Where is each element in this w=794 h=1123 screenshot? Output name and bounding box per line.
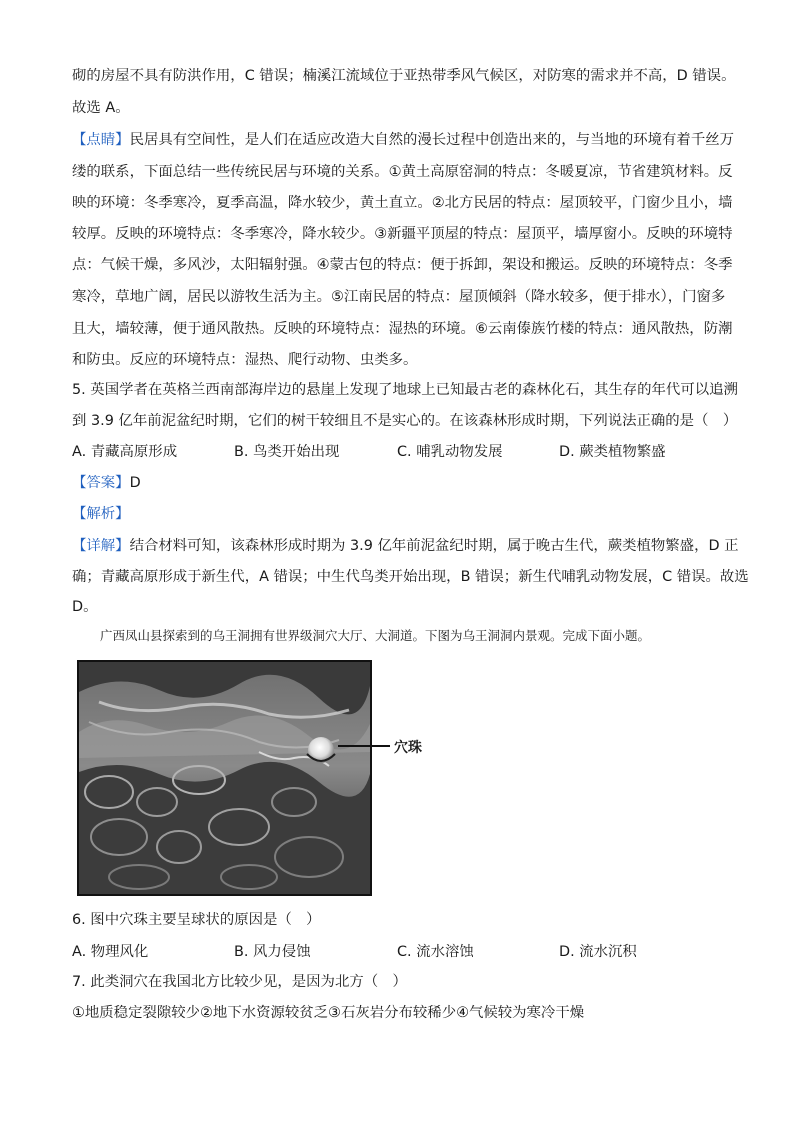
option-b: B. 风力侵蚀 <box>234 944 311 960</box>
detail-line: 确；青藏高原形成于新生代，A 错误；中生代鸟类开始出现，B 错误；新生代哺乳动物发展，C 错误。故选 <box>72 569 749 585</box>
answer-line <box>72 473 732 493</box>
answer-value: D <box>129 475 141 491</box>
option-d: D. 蕨类植物繁盛 <box>559 444 666 460</box>
question-6-options <box>72 942 732 962</box>
detail-text: 结合材料可知，该森林形成时期为 3.9 亿年前泥盆纪时期，属于晚古生代，蕨类植物繁盛，D 正 <box>129 538 739 554</box>
tip-tag: 【点睛】 <box>72 132 130 148</box>
text-line: 缕的联系，下面总结一些传统民居与环境的关系。①黄土高原窑洞的特点：冬暖夏凉，节省建筑材料。反 <box>72 164 733 180</box>
material-intro: 广西凤山县探索到的乌王洞拥有世界级洞穴大厅、大洞道。下图为乌王洞洞内景观。完成下面小题。 <box>100 628 651 643</box>
text-line: 较厚。反映的环境特点：冬季寒冷，降水较少。③新疆平顶屋的特点：屋顶平，墙厚窗小。反映的环境特 <box>72 226 733 242</box>
text-line: 故选 A。 <box>72 100 130 116</box>
option-c: C. 流水溶蚀 <box>397 944 474 960</box>
text-line: 且大，墙较薄，便于通风散热。反映的环境特点：湿热的环境。⑥云南傣族竹楼的特点：通风散热，防潮 <box>72 321 733 337</box>
tip-text: 民居具有空间性，是人们在适应改造大自然的漫长过程中创造出来的，与当地的环境有着千丝万 <box>129 132 734 148</box>
option-a: A. 青藏高原形成 <box>72 444 178 460</box>
question-7-choices: ①地质稳定裂隙较少②地下水资源较贫乏③石灰岩分布较稀少④气候较为寒冷干燥 <box>72 1005 585 1021</box>
pointer-line <box>338 745 390 747</box>
option-c: C. 哺乳动物发展 <box>397 444 503 460</box>
text-line: 和防虫。反应的环境特点：湿热、爬行动物、虫类多。 <box>72 352 418 368</box>
text-line: 映的环境：冬季寒冷，夏季高温，降水较少，黄土直立。②北方民居的特点：屋顶较平，门窗少且小，墙 <box>72 195 733 211</box>
detail-tag: 【详解】 <box>72 538 130 554</box>
text-line: 寒冷，草地广阔，居民以游牧生活为主。⑤江南民居的特点：屋顶倾斜（降水较多，便于排水），门窗多 <box>72 289 726 305</box>
analysis-line <box>72 504 732 524</box>
question-5-stem-cont: 到 3.9 亿年前泥盆纪时期，它们的树干较细且不是实心的。在该森林形成时期，下列说法正确的是（ ） <box>72 413 738 429</box>
tip-line <box>72 130 732 150</box>
text-line: 点：气候干燥，多风沙，太阳辐射强。④蒙古包的特点：便于拆卸，架设和搬运。反映的环境特点：冬季 <box>72 257 733 273</box>
question-5-options <box>72 442 732 462</box>
detail-line: D。 <box>72 599 98 615</box>
cave-photo <box>77 660 372 896</box>
analysis-tag: 【解析】 <box>72 506 130 522</box>
figure-label: 穴珠 <box>394 740 422 756</box>
option-b: B. 鸟类开始出现 <box>234 444 340 460</box>
answer-tag: 【答案】 <box>72 475 130 491</box>
question-5-stem: 5. 英国学者在英格兰西南部海岸边的悬崖上发现了地球上已知最古老的森林化石，其生存的年代可以追溯 <box>72 382 738 398</box>
cave-photo-image <box>79 662 370 894</box>
question-6-stem: 6. 图中穴珠主要呈球状的原因是（ ） <box>72 912 321 928</box>
text-line: 砌的房屋不具有防洪作用，C 错误；楠溪江流域位于亚热带季风气候区，对防寒的需求并不高，D 错误。 <box>72 68 736 84</box>
option-a: A. 物理风化 <box>72 944 149 960</box>
question-7-stem: 7. 此类洞穴在我国北方比较少见，是因为北方（ ） <box>72 974 407 990</box>
detail-line <box>72 536 739 556</box>
option-d: D. 流水沉积 <box>559 944 637 960</box>
